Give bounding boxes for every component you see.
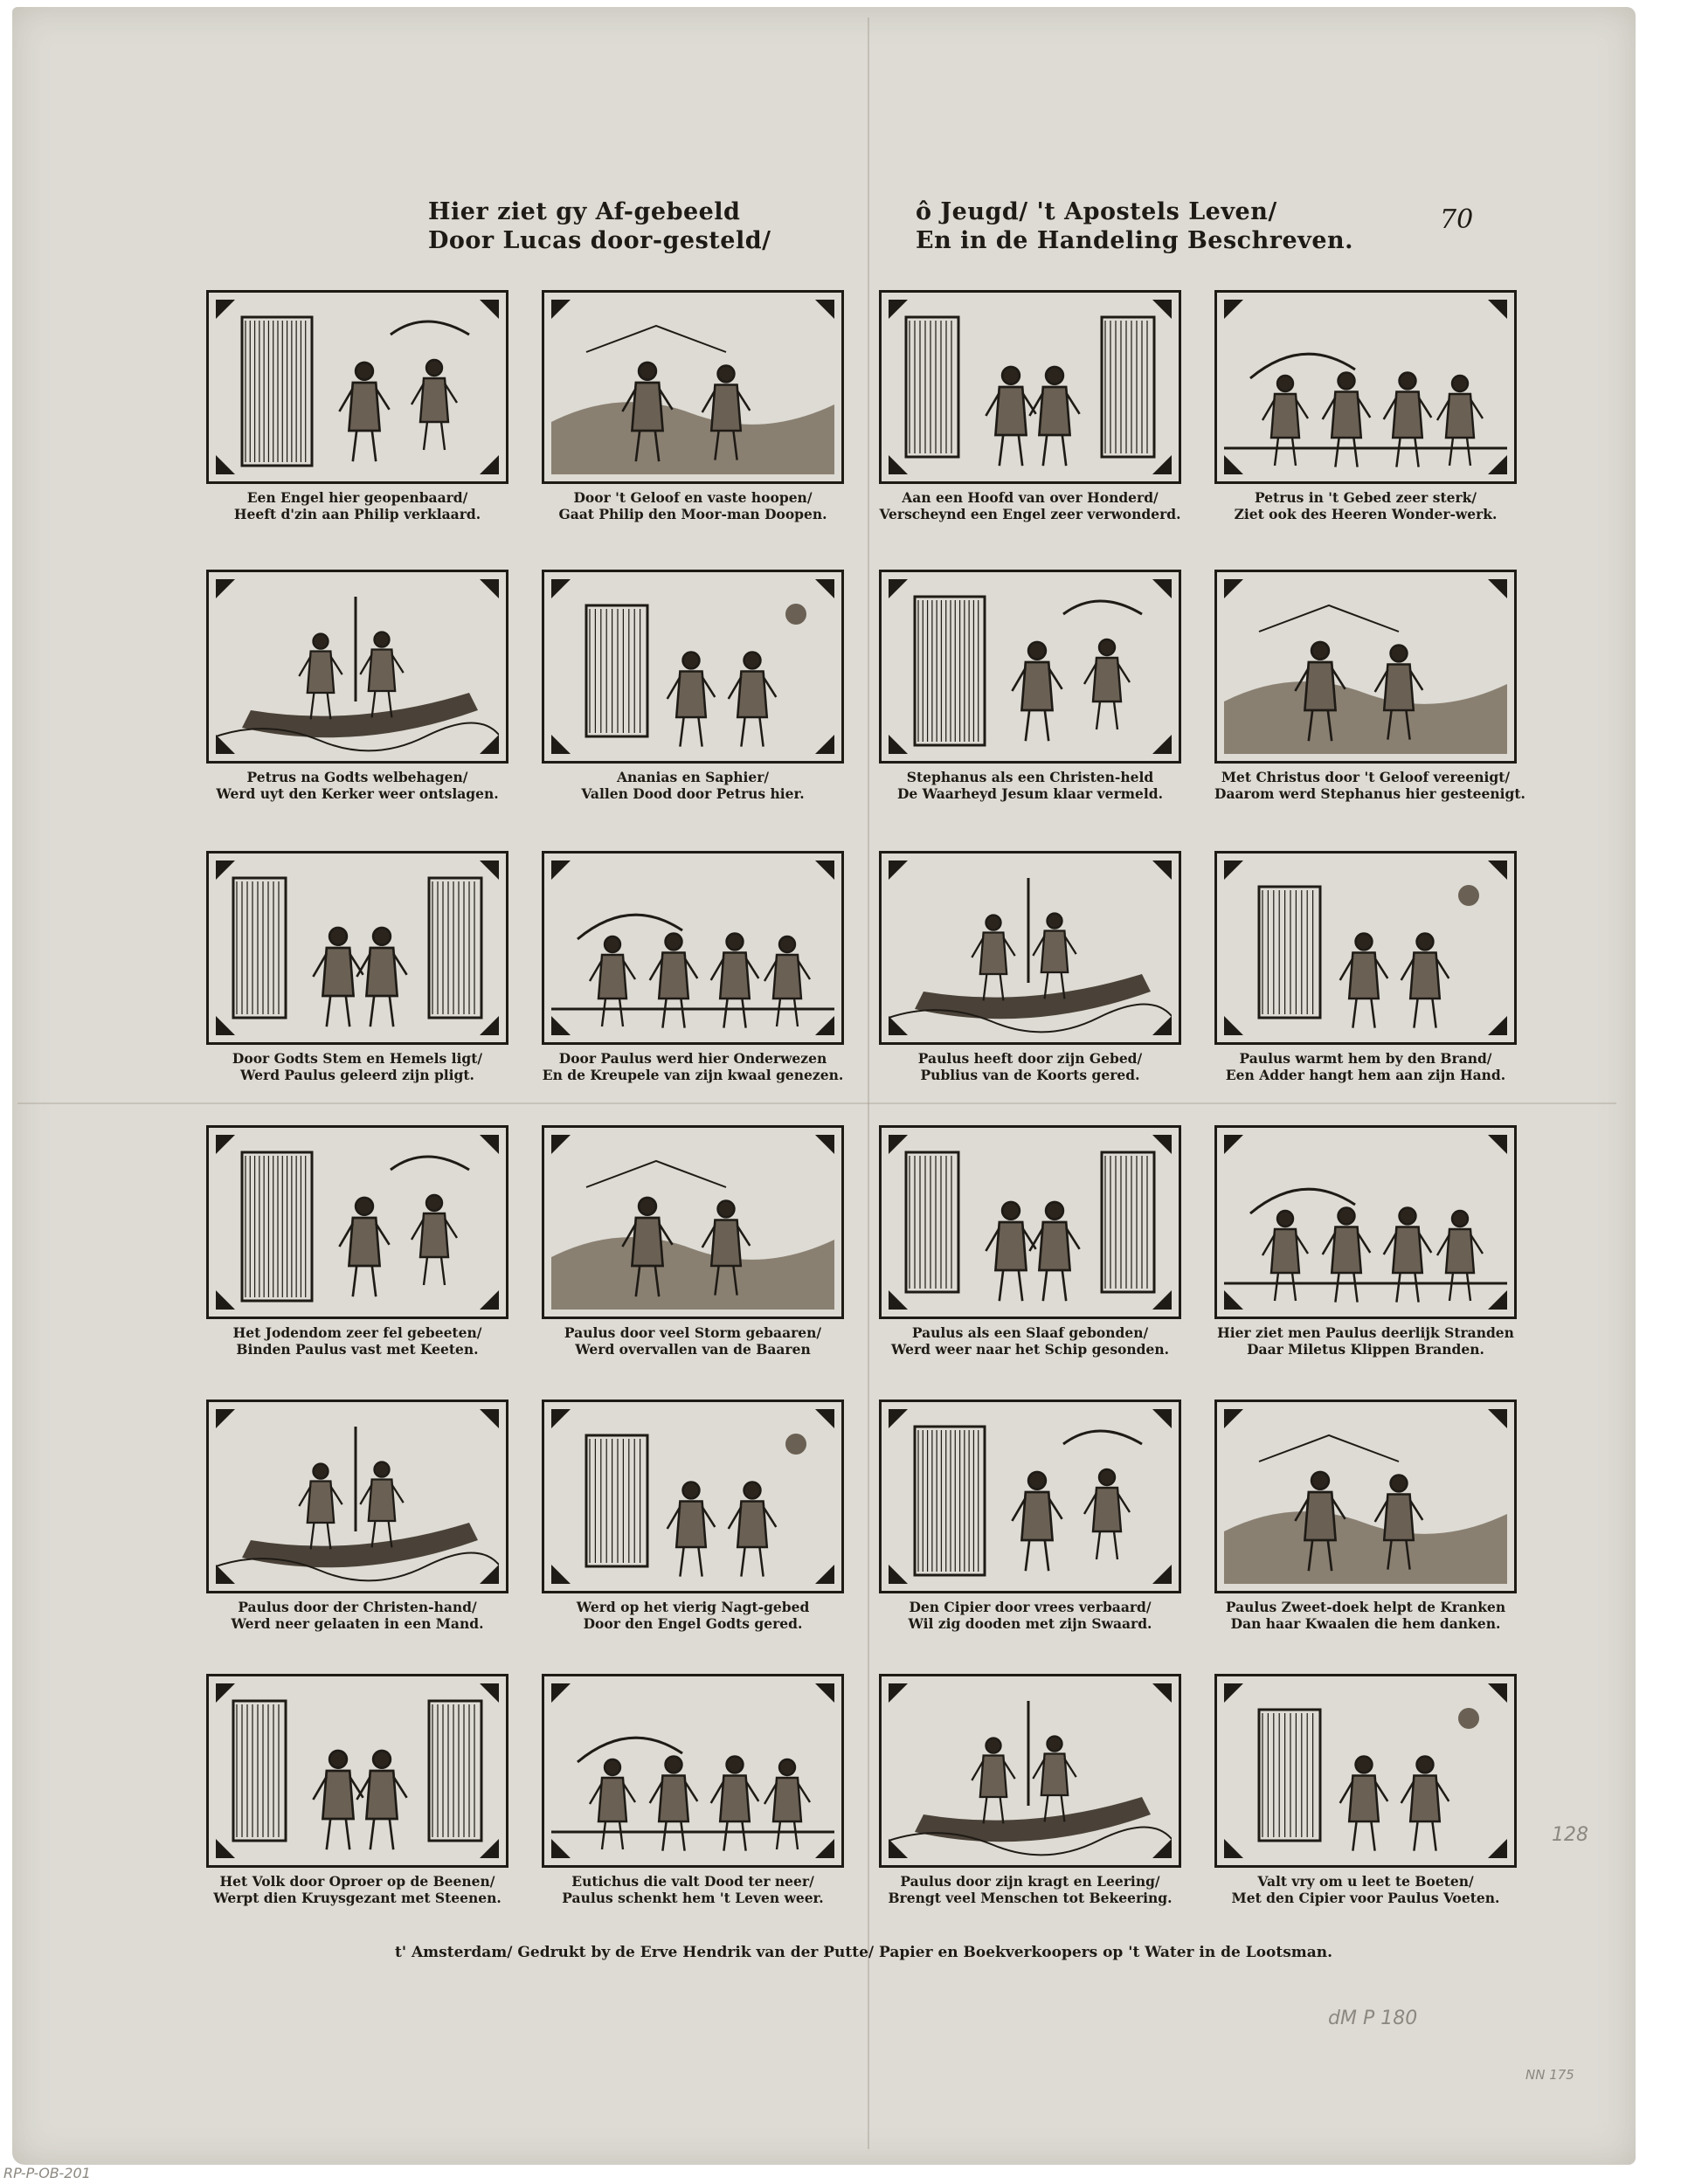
caption-line2: Door den Engel Godts gered.	[583, 1615, 803, 1632]
panel-caption	[542, 1873, 844, 1906]
woodcut-panel	[542, 570, 844, 802]
caption-line2: En de Kreupele van zijn kwaal genezen.	[542, 1067, 844, 1083]
panel-caption	[206, 1873, 508, 1906]
woodcut-illustration	[879, 1125, 1181, 1319]
woodcut-panel	[879, 290, 1181, 522]
caption-line2: Wil zig dooden met zijn Swaard.	[908, 1615, 1152, 1632]
woodcut-panel	[542, 1125, 844, 1358]
woodcut-scene-image	[551, 1409, 834, 1584]
panel-caption	[879, 1599, 1181, 1632]
woodcut-illustration	[879, 851, 1181, 1045]
pencil-note-bottom-left: RP-P-OB-201	[3, 2165, 91, 2181]
pencil-note-corner: NN 175	[1525, 2067, 1574, 2083]
caption-line2: Publius van de Koorts gered.	[920, 1067, 1140, 1083]
panel-caption	[879, 1873, 1181, 1906]
woodcut-panel	[206, 290, 508, 522]
caption-line2: Een Adder hangt hem aan zijn Hand.	[1225, 1067, 1506, 1083]
woodcut-scene-image	[889, 1135, 1172, 1310]
pencil-note-bottom: dM P 180	[1328, 2008, 1418, 2029]
caption-line1: Door Paulus werd hier Onderwezen	[558, 1050, 827, 1067]
woodcut-illustration	[1214, 1125, 1517, 1319]
woodcut-scene-image	[216, 1409, 499, 1584]
panel-caption	[206, 489, 508, 522]
caption-line2: Werpt dien Kruysgezant met Steenen.	[213, 1890, 502, 1906]
caption-line1: Aan een Hoofd van over Honderd/	[902, 489, 1159, 506]
imprint: t' Amsterdam/ Gedrukt by de Erve Hendrik van der Putte/ Papier en Boekverkoopers op 't Water in de Lootsman.	[395, 1944, 1333, 1961]
caption-line1: Een Engel hier geopenbaard/	[246, 489, 468, 506]
caption-line1: Door Godts Stem en Hemels ligt/	[232, 1050, 483, 1067]
caption-line1: Stephanus als een Christen-held	[906, 769, 1154, 785]
woodcut-illustration	[1214, 1400, 1517, 1593]
caption-line2: Heeft d'zin aan Philip verklaard.	[233, 506, 481, 522]
woodcut-panel	[879, 570, 1181, 802]
panel-caption	[206, 769, 508, 802]
panel-caption	[206, 1050, 508, 1083]
caption-line1: Met Christus door 't Geloof vereenigt/	[1221, 769, 1511, 785]
caption-line1: Hier ziet men Paulus deerlijk Stranden	[1217, 1324, 1514, 1341]
caption-line2: Ziet ook des Heeren Wonder-werk.	[1234, 506, 1498, 522]
woodcut-scene-image	[216, 1683, 499, 1858]
woodcut-illustration	[206, 1125, 508, 1319]
woodcut-scene-image	[1224, 860, 1507, 1035]
caption-line1: Paulus door veel Storm gebaaren/	[564, 1324, 822, 1341]
woodcut-illustration	[1214, 290, 1517, 484]
woodcut-panel	[206, 1674, 508, 1906]
woodcut-illustration	[1214, 570, 1517, 764]
woodcut-illustration	[206, 1400, 508, 1593]
caption-line2: Brengt veel Menschen tot Bekeering.	[888, 1890, 1173, 1906]
caption-line2: Werd weer naar het Schip gesonden.	[890, 1341, 1170, 1358]
panel-caption	[1214, 1599, 1517, 1632]
woodcut-scene-image	[889, 860, 1172, 1035]
title-left-line2: Door Lucas door-gesteld/	[428, 227, 771, 254]
page-number: 70	[1440, 204, 1474, 235]
woodcut-illustration	[206, 570, 508, 764]
woodcut-illustration	[879, 570, 1181, 764]
woodcut-illustration	[542, 1674, 844, 1868]
caption-line2: Daar Miletus Klippen Branden.	[1247, 1341, 1484, 1358]
caption-line1: Het Jodendom zeer fel gebeeten/	[232, 1324, 482, 1341]
woodcut-scene-image	[216, 579, 499, 754]
woodcut-panel	[542, 1674, 844, 1906]
fold-line-vertical	[868, 17, 869, 2149]
caption-line2: Dan haar Kwaalen die hem danken.	[1230, 1615, 1501, 1632]
woodcut-scene-image	[551, 300, 834, 474]
panel-caption	[1214, 489, 1517, 522]
woodcut-panel	[1214, 1125, 1517, 1358]
caption-line1: Door 't Geloof en vaste hoopen/	[573, 489, 813, 506]
caption-line1: Paulus door zijn kragt en Leering/	[900, 1873, 1160, 1890]
panel-caption	[1214, 769, 1525, 802]
title-right-line1: ô Jeugd/ 't Apostels Leven/	[916, 198, 1277, 225]
woodcut-illustration	[542, 570, 844, 764]
caption-line1: Het Volk door Oproer op de Beenen/	[219, 1873, 495, 1890]
woodcut-panel	[1214, 290, 1517, 522]
woodcut-panel	[879, 851, 1181, 1083]
woodcut-panel	[1214, 1400, 1517, 1632]
woodcut-illustration	[879, 290, 1181, 484]
caption-line2: Daarom werd Stephanus hier gesteenigt.	[1214, 785, 1525, 802]
caption-line1: Eutichus die valt Dood ter neer/	[571, 1873, 814, 1890]
title-right	[916, 197, 1405, 255]
woodcut-illustration	[542, 1125, 844, 1319]
woodcut-scene-image	[889, 300, 1172, 474]
woodcut-illustration	[542, 851, 844, 1045]
woodcut-panel	[1214, 851, 1517, 1083]
woodcut-scene-image	[889, 1409, 1172, 1584]
panel-caption	[206, 1599, 508, 1632]
woodcut-illustration	[542, 290, 844, 484]
woodcut-scene-image	[1224, 1683, 1507, 1858]
panel-caption	[879, 1050, 1181, 1083]
caption-line2: Vallen Dood door Petrus hier.	[581, 785, 805, 802]
caption-line2: Werd uyt den Kerker weer ontslagen.	[216, 785, 499, 802]
fold-line-horizontal	[17, 1102, 1616, 1104]
woodcut-scene-image	[889, 1683, 1172, 1858]
woodcut-panel	[1214, 1674, 1517, 1906]
woodcut-panel	[879, 1674, 1181, 1906]
woodcut-panel	[542, 1400, 844, 1632]
woodcut-scene-image	[216, 860, 499, 1035]
woodcut-scene-image	[216, 300, 499, 474]
woodcut-panel	[206, 1400, 508, 1632]
caption-line2: Werd Paulus geleerd zijn pligt.	[240, 1067, 474, 1083]
caption-line1: Paulus heeft door zijn Gebed/	[917, 1050, 1143, 1067]
caption-line2: Verscheynd een Engel zeer verwonderd.	[879, 506, 1181, 522]
panel-caption	[1214, 1050, 1517, 1083]
caption-line2: Paulus schenkt hem 't Leven weer.	[562, 1890, 824, 1906]
caption-line1: Paulus als een Slaaf gebonden/	[911, 1324, 1149, 1341]
panel-caption	[1214, 1873, 1517, 1906]
caption-line2: Gaat Philip den Moor-man Doopen.	[558, 506, 827, 522]
panel-caption	[879, 1324, 1181, 1358]
title-left-line1: Hier ziet gy Af-gebeeld	[428, 198, 741, 225]
caption-line1: Petrus na Godts welbehagen/	[246, 769, 468, 785]
panel-caption	[206, 1324, 508, 1358]
caption-line2: Werd overvallen van de Baaren	[575, 1341, 811, 1358]
caption-line1: Petrus in 't Gebed zeer sterk/	[1254, 489, 1477, 506]
panel-caption	[542, 1050, 844, 1083]
caption-line2: Binden Paulus vast met Keeten.	[236, 1341, 479, 1358]
woodcut-illustration	[542, 1400, 844, 1593]
caption-line1: Valt vry om u leet te Boeten/	[1257, 1873, 1474, 1890]
woodcut-panel	[206, 1125, 508, 1358]
caption-line1: Paulus warmt hem by den Brand/	[1239, 1050, 1492, 1067]
woodcut-scene-image	[1224, 300, 1507, 474]
woodcut-illustration	[879, 1400, 1181, 1593]
panel-caption	[879, 769, 1181, 802]
panel-caption	[542, 1599, 844, 1632]
woodcut-panel	[879, 1125, 1181, 1358]
woodcut-scene-image	[889, 579, 1172, 754]
caption-line1: Paulus Zweet-doek helpt de Kranken	[1225, 1599, 1506, 1615]
woodcut-scene-image	[1224, 579, 1507, 754]
woodcut-scene-image	[551, 1683, 834, 1858]
panel-caption	[542, 489, 844, 522]
woodcut-scene-image	[551, 579, 834, 754]
woodcut-panel	[206, 851, 508, 1083]
title-left	[428, 197, 882, 255]
caption-line1: Paulus door der Christen-hand/	[238, 1599, 477, 1615]
woodcut-panel	[206, 570, 508, 802]
woodcut-illustration	[206, 290, 508, 484]
woodcut-illustration	[206, 1674, 508, 1868]
woodcut-scene-image	[1224, 1409, 1507, 1584]
caption-line2: Met den Cipier voor Paulus Voeten.	[1231, 1890, 1500, 1906]
panel-caption	[879, 489, 1181, 522]
woodcut-illustration	[1214, 1674, 1517, 1868]
panel-caption	[542, 1324, 844, 1358]
caption-line2: De Waarheyd Jesum klaar vermeld.	[896, 785, 1164, 802]
woodcut-panel	[879, 1400, 1181, 1632]
caption-line2: Werd neer gelaaten in een Mand.	[231, 1615, 484, 1632]
caption-line1: Den Cipier door vrees verbaard/	[909, 1599, 1152, 1615]
panel-caption	[542, 769, 844, 802]
woodcut-illustration	[206, 851, 508, 1045]
woodcut-scene-image	[216, 1135, 499, 1310]
title-right-line2: En in de Handeling Beschreven.	[916, 227, 1354, 254]
woodcut-scene-image	[551, 1135, 834, 1310]
woodcut-panel	[542, 851, 844, 1083]
woodcut-panel	[1214, 570, 1525, 802]
caption-line1: Werd op het vierig Nagt-gebed	[576, 1599, 810, 1615]
woodcut-scene-image	[551, 860, 834, 1035]
woodcut-panel	[542, 290, 844, 522]
caption-line1: Ananias en Saphier/	[616, 769, 770, 785]
pencil-note-right: 128	[1552, 1824, 1588, 1846]
woodcut-scene-image	[1224, 1135, 1507, 1310]
woodcut-illustration	[1214, 851, 1517, 1045]
panel-caption	[1214, 1324, 1517, 1358]
woodcut-illustration	[879, 1674, 1181, 1868]
